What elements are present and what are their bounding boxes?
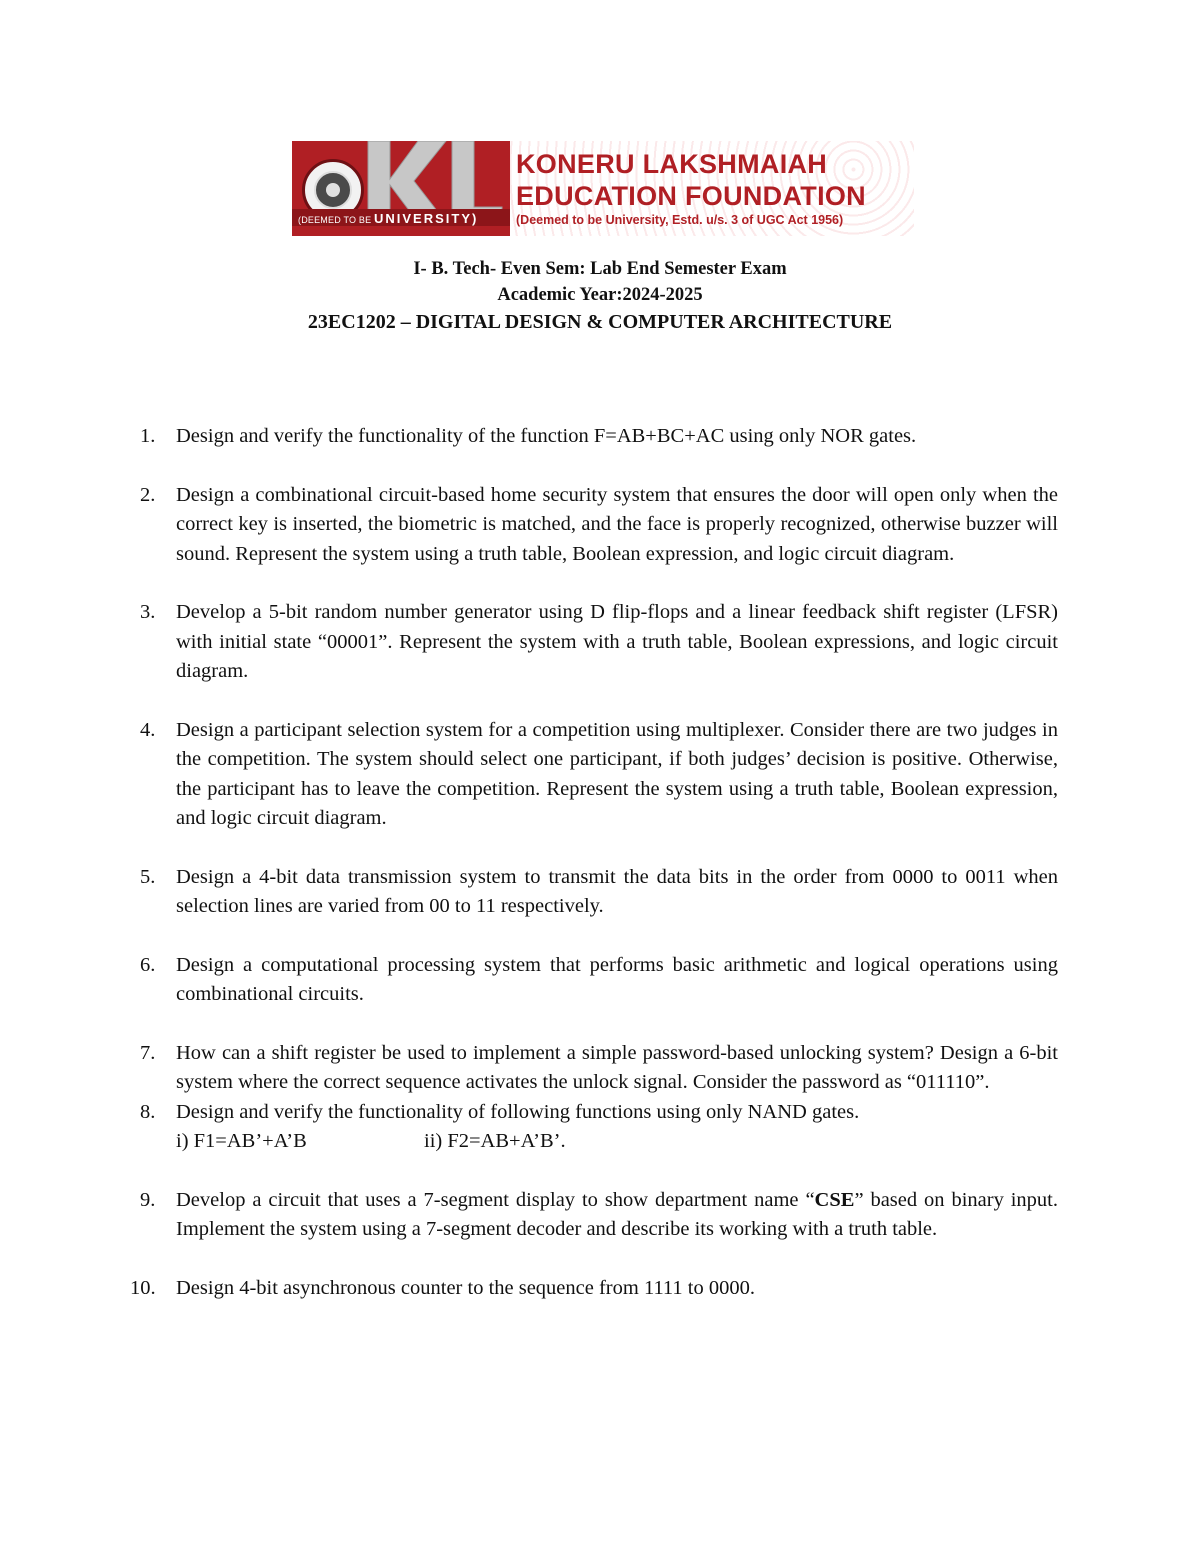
question-item xyxy=(130,1274,1058,1304)
function-f1: i) F1=AB’+A’B xyxy=(176,1130,307,1152)
function-f2: ii) F2=AB+A’B’. xyxy=(424,1130,566,1152)
question-item xyxy=(130,422,1058,452)
question-item xyxy=(130,1039,1058,1098)
question-number: 8. xyxy=(140,1100,156,1123)
function-list xyxy=(176,1127,1058,1157)
question-item xyxy=(130,863,1058,922)
question-list xyxy=(130,422,1058,1332)
question-text: How can a shift register be used to implement a simple password-based unlocking system? Design a 6-bit system where the correct sequence activates the unlock signal. Consider the password as “011110”. xyxy=(176,1041,1058,1093)
question-text: Design a participant selection system for a competition using multiplexer. Consider there are two judges in the competition. The system should select one participant, if both judges’ decision is positive. Otherwise, the participant has to leave the competition. Represent the system using a truth table, Boolean expression, and logic circuit diagram. xyxy=(176,718,1058,829)
question-text: Develop a 5-bit random number generator using D flip-flops and a linear feedback shift register (LFSR) with initial state “00001”. Represent the system with a truth table, Boolean expressions, and logic circuit diagram. xyxy=(176,601,1058,682)
question-number: 3. xyxy=(140,601,156,623)
institution-banner xyxy=(292,141,914,236)
exam-header xyxy=(0,256,1200,336)
question-text-before: Develop a circuit that uses a 7-segment display to show department name “ xyxy=(176,1188,815,1211)
question-text: Design a computational processing system that performs basic arithmetic and logical operations using combinational circuits. xyxy=(176,953,1058,1005)
org-name-line2: EDUCATION FOUNDATION xyxy=(516,181,866,211)
course-title: 23EC1202 – DIGITAL DESIGN & COMPUTER ARCHITECTURE xyxy=(307,311,893,333)
question-text: Design 4-bit asynchronous counter to the sequence from 1111 to 0000. xyxy=(176,1276,755,1299)
question-item xyxy=(130,1186,1058,1245)
question-item xyxy=(130,481,1058,570)
question-text: Design a combinational circuit-based home security system that ensures the door will open only when the correct key is inserted, the biometric is matched, and the face is properly recognized, otherwise buzzer will sound. Represent the system using a truth table, Boolean expression, and logic circuit diagram. xyxy=(176,483,1058,565)
banner-logo-block xyxy=(292,141,510,236)
question-item xyxy=(130,951,1058,1010)
question-item xyxy=(130,1098,1058,1157)
question-number: 6. xyxy=(140,953,156,976)
question-number: 5. xyxy=(140,865,156,888)
question-item xyxy=(130,598,1058,687)
question-number: 4. xyxy=(140,718,156,741)
exam-title: I- B. Tech- Even Sem: Lab End Semester Exam xyxy=(413,259,787,279)
question-text: Design and verify the functionality of following functions using only NAND gates. xyxy=(176,1100,860,1123)
question-number: 9. xyxy=(140,1188,156,1211)
question-text-after: ” based on binary input. Implement the system using a 7-segment decoder and describe its working with a truth table. xyxy=(176,1188,1058,1240)
org-subtitle: (Deemed to be University, Estd. u/s. 3 of UGC Act 1956) xyxy=(516,213,844,227)
question-number: 1. xyxy=(140,425,156,447)
question-number: 10. xyxy=(130,1276,156,1299)
org-name-line1: KONERU LAKSHMAIAH xyxy=(516,149,828,179)
university-tag: (DEEMED TO BE UNIVERSITY) xyxy=(298,211,479,226)
question-text: Design a 4-bit data transmission system to transmit the data bits in the order from 0000 to 0011 when selection lines are varied from 00 to 11 respectively. xyxy=(176,865,1058,917)
question-text: Design and verify the functionality of the function F=AB+BC+AC using only NOR gates. xyxy=(176,425,917,447)
question-number: 7. xyxy=(140,1041,156,1064)
department-name: CSE xyxy=(814,1188,855,1211)
academic-year: Academic Year:2024-2025 xyxy=(497,285,703,305)
question-number: 2. xyxy=(140,483,156,506)
question-item xyxy=(130,716,1058,834)
